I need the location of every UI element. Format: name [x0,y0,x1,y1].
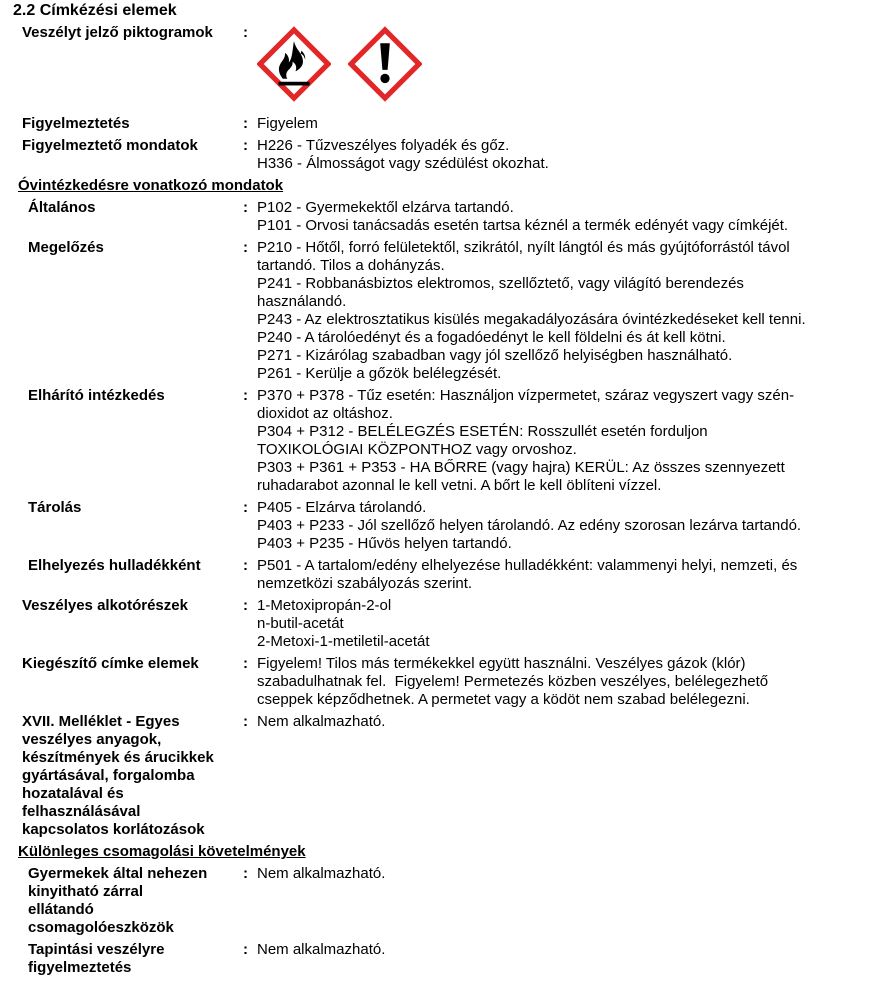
text-line: ellátandó [28,901,94,918]
row-prevention [0,239,870,383]
text-line: hozatalával és [22,785,124,802]
text-line: P261 - Kerülje a gőzök belélegzését. [257,365,502,382]
row-signal-word [0,115,870,133]
field-value [257,239,870,383]
text-line: P210 - Hőtől, forró felületektől, szikrától, nyílt lángtól és más gyújtóforrástól távol [257,239,790,256]
field-colon: : [243,941,248,958]
text-line: P501 - A tartalom/edény elhelyezése hulladékként: valammenyi helyi, nemzeti, és [257,557,798,574]
text-line: készítmények és árucikkek [22,749,214,766]
text-line: kapcsolatos korlátozások [22,821,205,838]
field-value [257,713,870,731]
field-label [0,713,243,839]
text-line: H336 - Álmosságot vagy szédülést okozhat. [257,155,549,172]
text-line: Figyelem! Tilos más termékekkel együtt használni. Veszélyes gázok (klór) [257,655,746,672]
row-tactile-warning [0,941,870,977]
field-colon: : [243,499,248,516]
text-line: P303 + P361 + P353 - HA BŐRRE (vagy hajra) KERÜL: Az összes szennyezett [257,459,785,476]
special-packaging-heading: Különleges csomagolási követelmények [18,843,306,860]
exclamation-pictogram-icon [348,25,422,103]
field-colon: : [243,387,248,404]
field-value [257,655,870,709]
field-label: Megelőzés [28,239,104,256]
field-value [257,137,870,173]
pictogram-group [257,25,864,103]
field-label: Veszélyes alkotórészek [22,597,188,614]
row-hazard-pictograms [0,24,870,103]
field-value [257,115,870,133]
field-value [257,865,870,883]
text-line: Figyelem [257,115,318,132]
text-line: csomagolóeszközök [28,919,174,936]
field-value [257,941,870,959]
text-line: Nem alkalmazható. [257,865,386,882]
text-line: P271 - Kizárólag szabadban vagy jól szellőző helyiségben használható. [257,347,733,364]
text-line: P241 - Robbanásbiztos elektromos, szellőztető, vagy világító berendezés [257,275,744,292]
row-child-resistant-packaging [0,865,870,937]
text-line: TOXIKOLÓGIAI KÖZPONTHOZ vagy orvoshoz. [257,441,577,458]
flame-pictogram-icon [257,25,331,103]
text-line: gyártásával, forgalomba [22,767,195,784]
text-line: 2-Metoxi-1-metiletil-acetát [257,633,430,650]
field-value [257,199,870,235]
row-disposal [0,557,870,593]
field-label: Tárolás [28,499,82,516]
text-line: P370 + P378 - Tűz esetén: Használjon vízpermetet, száraz vegyszert vagy szén- [257,387,795,404]
field-value [257,557,870,593]
row-hazardous-ingredients [0,597,870,651]
row-supplemental-label-elements [0,655,870,709]
field-colon: : [243,24,248,41]
text-line: használandó. [257,293,347,310]
text-line: n-butil-acetát [257,615,344,632]
row-response [0,387,870,495]
text-line: P403 + P233 - Jól szellőző helyen tárolandó. Az edény szorosan lezárva tartandó. [257,517,802,534]
field-value [257,387,870,495]
text-line: nemzetközi szabályozás szerint. [257,575,473,592]
text-line: Nem alkalmazható. [257,941,386,958]
text-line: cseppek képződhetnek. A permetet vagy a ködöt nem szabad belélegezni. [257,691,750,708]
field-label: Elhárító intézkedés [28,387,165,404]
text-line: tartandó. Tilos a dohányzás. [257,257,445,274]
field-label: Kiegészítő címke elemek [22,655,199,672]
precautionary-heading: Óvintézkedésre vonatkozó mondatok [18,177,284,194]
row-storage [0,499,870,553]
text-line: Gyermekek által nehezen [28,865,208,882]
field-colon: : [243,597,248,614]
field-colon: : [243,557,248,574]
field-label: Általános [28,199,96,216]
text-line: dioxidot az oltáshoz. [257,405,393,422]
field-label: Figyelmeztetés [22,115,130,132]
field-label: Veszélyt jelző piktogramok [22,24,213,41]
row-annex-xvii [0,713,870,839]
text-line: H226 - Tűzveszélyes folyadék és gőz. [257,137,510,154]
field-colon: : [243,713,248,730]
text-line: figyelmeztetés [28,959,132,976]
row-hazard-statements [0,137,870,173]
field-label [0,865,243,937]
text-line: P101 - Orvosi tanácsadás esetén tartsa kéznél a termék edényét vagy címkéjét. [257,217,789,234]
text-line: felhasználásával [22,803,141,820]
text-line: P102 - Gyermekektől elzárva tartandó. [257,199,514,216]
text-line: P243 - Az elektrosztatikus kisülés megakadályozására óvintézkedéseket kell tenni. [257,311,806,328]
text-line: P403 + P235 - Hűvös helyen tartandó. [257,535,512,552]
row-general [0,199,870,235]
text-line: ruhadarabot azonnal le kell vetni. A bőrt le kell öblíteni vízzel. [257,477,662,494]
text-line: 1-Metoxipropán-2-ol [257,597,392,614]
text-line: P240 - A tárolóedényt és a fogadóedényt le kell földelni és át kell kötni. [257,329,726,346]
field-value [257,597,870,651]
field-colon: : [243,199,248,216]
field-colon: : [243,137,248,154]
field-colon: : [243,865,248,882]
text-line: kinyitható zárral [28,883,144,900]
text-line: szabadulhatnak fel. Figyelem! Permetezés közben veszélyes, belélegezhető [257,673,769,690]
text-line: Tapintási veszélyre [28,941,165,958]
field-colon: : [243,655,248,672]
section-title: 2.2 Címkézési elemek [13,2,177,19]
field-label: Elhelyezés hulladékként [28,557,201,574]
text-line: P405 - Elzárva tárolandó. [257,499,427,516]
field-value [257,499,870,553]
field-colon: : [243,115,248,132]
text-line: P304 + P312 - BELÉLEGZÉS ESETÉN: Rosszullét esetén forduljon [257,423,708,440]
text-line: XVII. Melléklet - Egyes [22,713,180,730]
text-line: Nem alkalmazható. [257,713,386,730]
field-label [0,941,243,977]
text-line: veszélyes anyagok, [22,731,162,748]
field-label: Figyelmeztető mondatok [22,137,198,154]
field-colon: : [243,239,248,256]
